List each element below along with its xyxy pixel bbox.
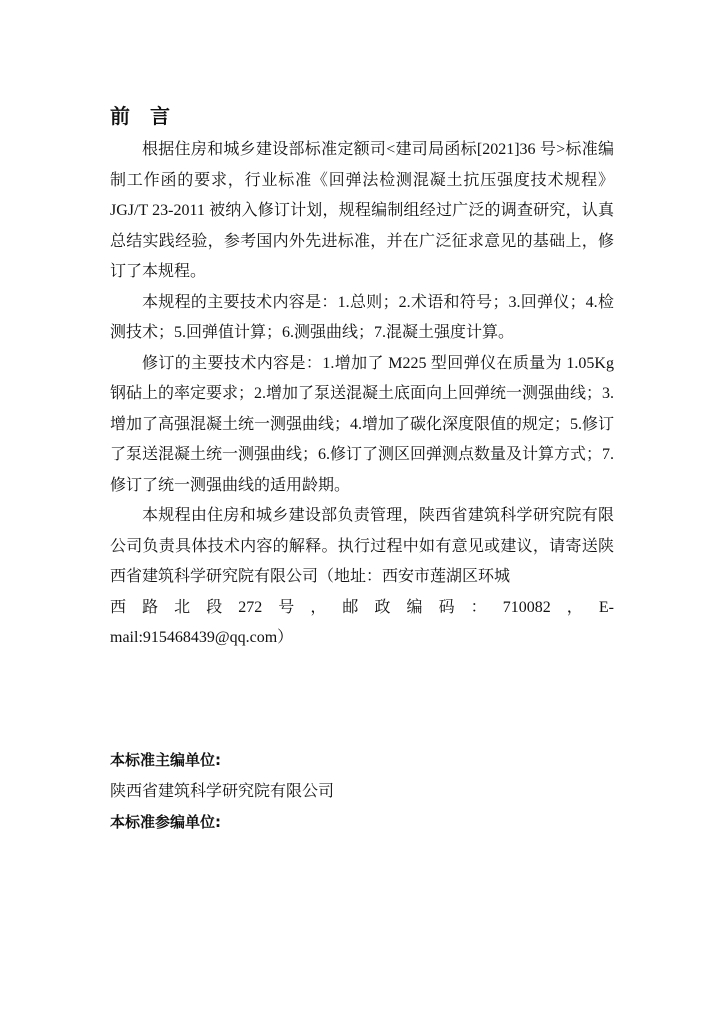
address-token: 邮 [342,598,359,616]
paragraph-contact: 本规程由住房和城乡建设部负责管理，陕西省建筑科学研究院有限公司负责具体技术内容的解释。执行过程中如有意见或建议，请寄送陕西省建筑科学研究院有限公司（地址：西安市莲湖区环城 [110,507,614,585]
address-token: 号 [278,598,295,616]
participating-unit-label: 本标准参编单位: [110,813,221,831]
address-token: E- [598,598,614,616]
preface-body [110,135,614,654]
paragraph-background: 根据住房和城乡建设部标准定额司<建司局函标[2021]36 号>标准编制工作函的要求，行业标准《回弹法检测混凝土抗压强度技术规程》JGJ/T 23-2011 被纳入修订计划，规程编制组经过广泛的调查研究，认真总结实践经验，参考国内外先进标准，并在广泛征求意见的基础上，修订了本规程。 [110,141,614,280]
email-line: mail:915468439@qq.com） [110,629,294,646]
paragraph-revisions: 修订的主要技术内容是：1.增加了 M225 型回弹仪在质量为 1.05Kg 钢砧上的率定要求；2.增加了泵送混凝土底面向上回弹统一测强曲线；3.增加了高强混凝土统一测强曲线；4.增加了碳化深度限值的规定；5.修订了泵送混凝土统一测强曲线；6.修订了测区回弹测点数量及计算方式；7.修订了统一测强曲线的适用龄期。 [110,354,615,494]
address-token: ： [470,598,487,616]
address-token: 政 [374,598,391,616]
paragraph-main-content: 本规程的主要技术内容是：1.总则；2.术语和符号；3.回弹仪；4.检测技术；5.回弹值计算；6.测强曲线；7.混凝土强度计算。 [110,293,614,341]
address-token: 码 [438,598,455,616]
heading-char-2: 言 [150,104,176,128]
address-token: 710082 [502,598,551,616]
heading-char-1: 前 [110,104,136,128]
preface-heading [110,100,176,129]
units-section [110,745,614,838]
address-token: 段 [206,598,223,616]
chief-unit-label: 本标准主编单位: [110,751,221,769]
address-line [110,593,614,624]
address-token: 272 [238,598,263,616]
address-token: ， [310,598,327,616]
chief-unit-value: 陕西省建筑科学研究院有限公司 [110,783,335,800]
address-token: ， [566,598,583,616]
address-token: 编 [406,598,423,616]
address-token: 北 [174,598,191,616]
address-token: 西 [110,598,127,616]
address-token: 路 [142,598,159,616]
